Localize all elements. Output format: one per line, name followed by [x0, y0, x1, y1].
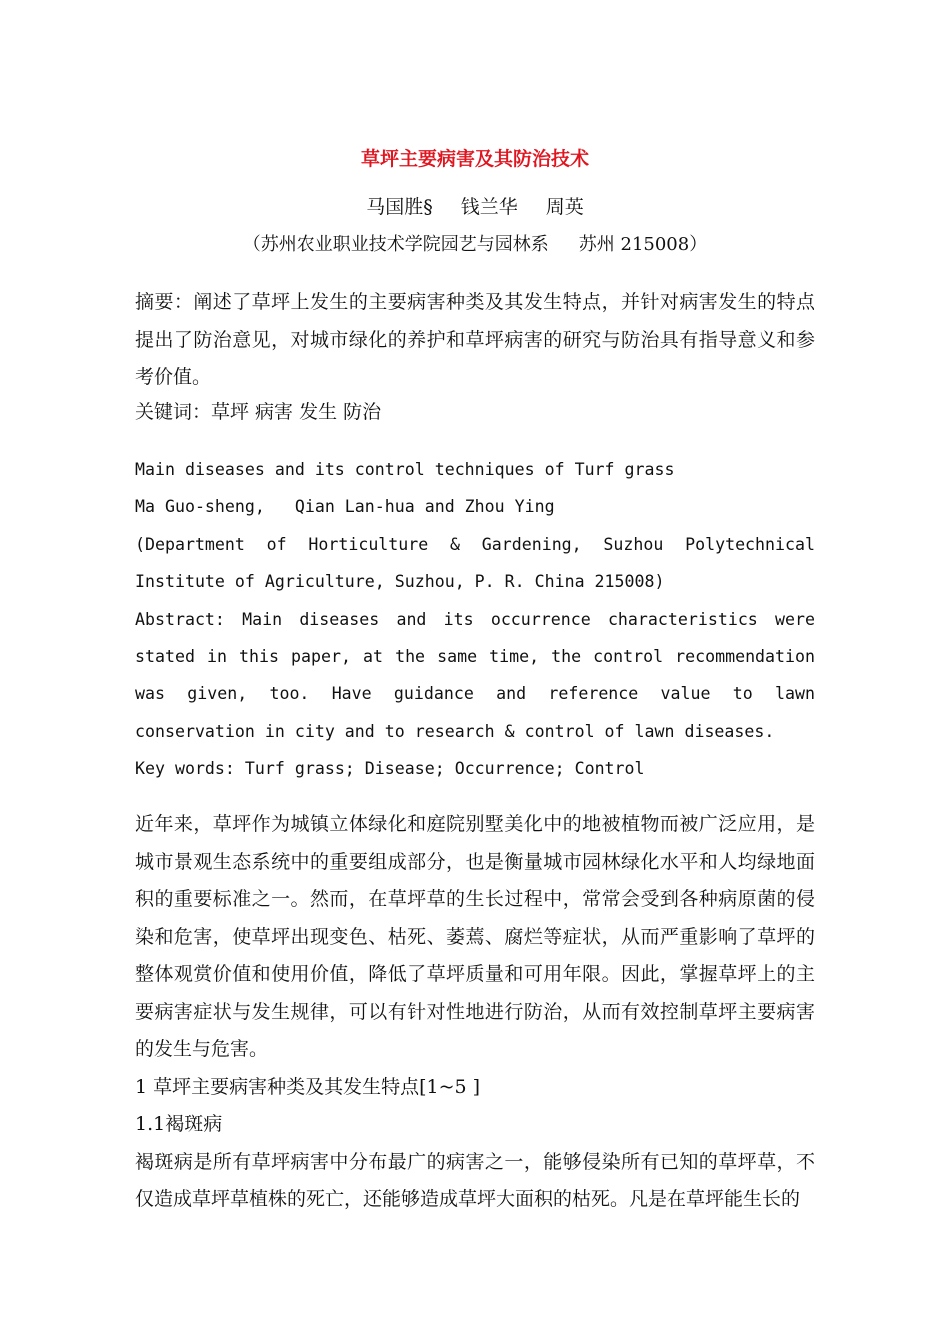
english-keywords-label: Key words: [135, 759, 235, 779]
english-abstract-label: Abstract: [135, 609, 225, 629]
section-heading-1-1: 1.1褐斑病 [135, 1113, 223, 1135]
abstract-cn-text: 阐述了草坪上发生的主要病害种类及其发生特点，并针对病害发生的特点提出了防治意见，对城市绿化的养护和草坪病害的研究与防治具有指导意义和参考价值。 [135, 291, 815, 388]
body-text [135, 806, 815, 1219]
english-authors: Ma Guo-sheng, Qian Lan-hua and Zhou Ying [135, 497, 555, 517]
english-abstract-text: Main diseases and its occurrence characteristics were stated in this paper, at the same time, the control recommendation was given, too. Have guidance and reference value to lawn conservation in city and to research & control of lawn diseases. [135, 609, 815, 741]
keywords-cn-label: 关键词： [135, 401, 212, 423]
abstract-cn-label: 摘要： [135, 291, 194, 313]
english-keywords [135, 750, 815, 787]
author-1: 马国胜§ [366, 196, 433, 218]
affiliation-line [0, 232, 950, 258]
english-affiliation: (Department of Horticulture & Gardening, Suzhou Polytechnical Institute of Agriculture, Suzhou, P. R. China 215008) [135, 534, 815, 592]
intro-paragraph: 近年来，草坪作为城镇立体绿化和庭院别墅美化中的地被植物而被广泛应用，是城市景观生态系统中的重要组成部分，也是衡量城市园林绿化水平和人均绿地面积的重要标准之一。然而，在草坪草的生长过程中，常常会受到各种病原菌的侵染和危害，使草坪出现变色、枯死、萎蔫、腐烂等症状，从而严重影响了草坪的整体观赏价值和使用价值，降低了草坪质量和可用年限。因此，掌握草坪上的主要病害症状与发生规律，可以有针对性地进行防治，从而有效控制草坪主要病害的发生与危害。 [135, 813, 815, 1060]
english-abstract-section [135, 451, 815, 788]
abstract-cn [135, 284, 815, 397]
english-abstract [135, 601, 815, 751]
affiliation-city: 苏州 215008） [578, 234, 708, 255]
paragraph-1-1: 褐斑病是所有草坪病害中分布最广的病害之一，能够侵染所有已知的草坪草，不仅造成草坪草植株的死亡，还能够造成草坪大面积的枯死。凡是在草坪能生长的 [135, 1150, 815, 1210]
author-2: 钱兰华 [460, 196, 518, 218]
affiliation-org: （苏州农业职业技术学院园艺与园林系 [242, 234, 549, 255]
keywords-cn [135, 394, 815, 432]
paper-title: 草坪主要病害及其防治技术 [360, 148, 589, 170]
english-keywords-text: Turf grass; Disease; Occurrence; Control [244, 759, 645, 779]
keywords-cn-text: 草坪 病害 发生 防治 [211, 401, 382, 423]
english-title: Main diseases and its control techniques of Turf grass [135, 460, 675, 479]
author-3: 周英 [545, 196, 584, 218]
author-line [0, 194, 950, 220]
section-heading-1: 1 草坪主要病害种类及其发生特点[1~5 ] [135, 1075, 481, 1098]
